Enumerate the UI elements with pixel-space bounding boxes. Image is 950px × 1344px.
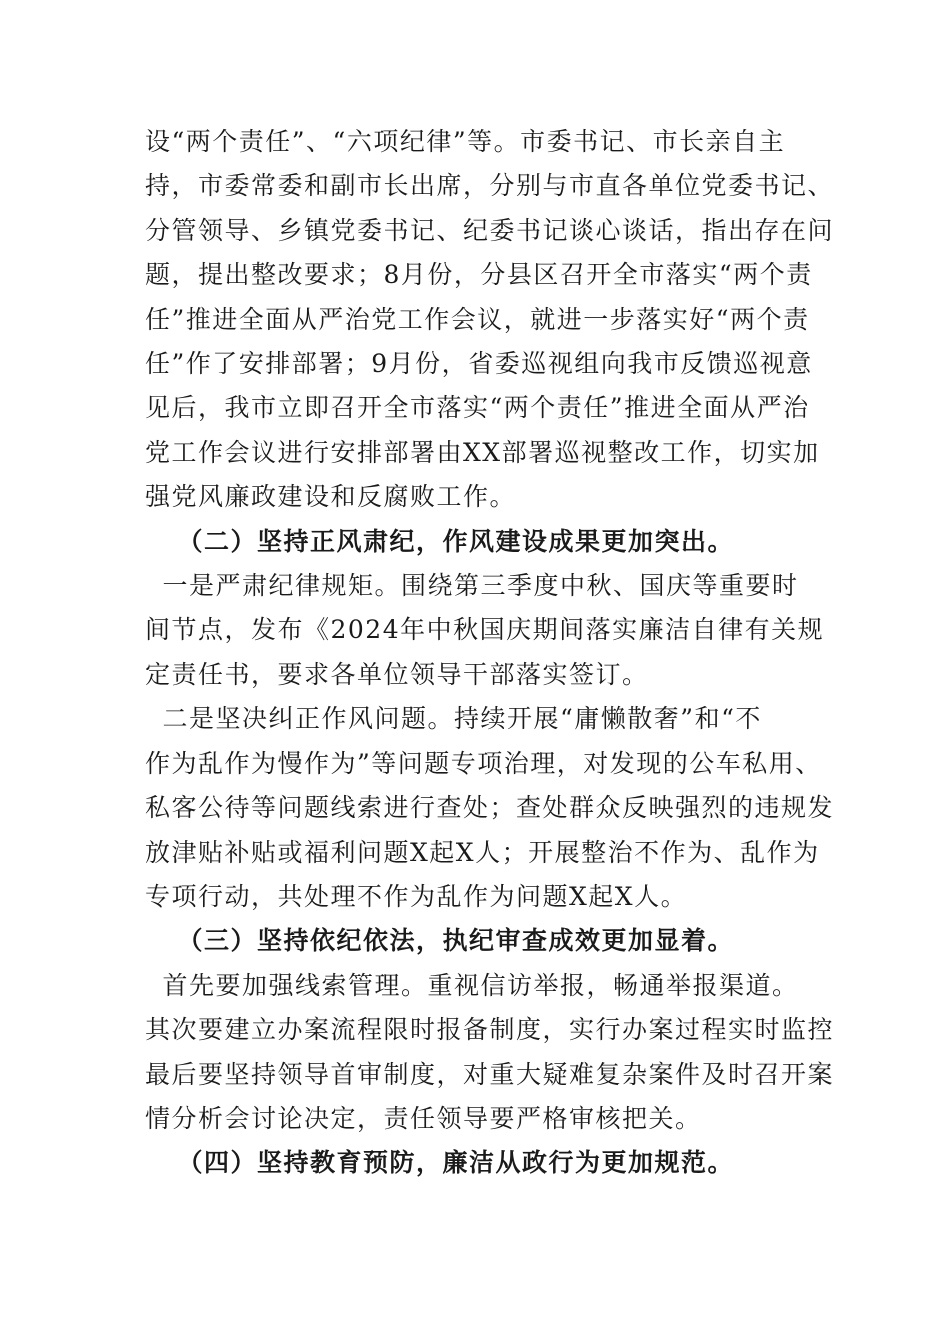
text-line: 二是坚决纠正作风问题。持续开展“庸懒散奢”和“不 (162, 704, 762, 734)
text-line: 任”作了安排部署；9月份，省委巡视组向我市反馈巡视意 (145, 349, 813, 379)
text-line: 情分析会讨论决定，责任领导要严格审核把关。 (145, 1103, 702, 1133)
text-line: 设“两个责任”、“六项纪律”等。市委书记、市长亲自主 (145, 127, 786, 156)
text-line: 一是严肃纪律规矩。围绕第三季度中秋、国庆等重要时 (162, 571, 799, 601)
text-line: 其次要建立办案流程限时报备制度，实行办案过程实时监控 (145, 1015, 835, 1045)
text-line: 最后要坚持领导首审制度，对重大疑难复杂案件及时召开案 (145, 1059, 835, 1089)
document-body (145, 120, 835, 1186)
text-line: 分管领导、乡镇党委书记、纪委书记谈心谈话，指出存在问 (145, 215, 835, 245)
text-line: 定责任书，要求各单位领导干部落实签订。 (145, 659, 649, 689)
text-line: 任”推进全面从严治党工作会议，就进一步落实好“两个责 (145, 304, 810, 334)
text-line: 强党风廉政建设和反腐败工作。 (145, 482, 517, 512)
paragraph-work-style (145, 697, 835, 919)
text-line: 放津贴补贴或福利问题X起X人；开展整治不作为、乱作为 (145, 837, 820, 867)
text-line: 私客公待等问题线索进行查处；查处群众反映强烈的违规发 (145, 793, 835, 823)
text-line: 见后，我市立即召开全市落实“两个责任”推进全面从严治 (145, 393, 810, 423)
text-line: 首先要加强线索管理。重视信访举报，畅通举报渠道。 (162, 970, 799, 1000)
text-line: 党工作会议进行安排部署由XX部署巡视整改工作，切实加 (145, 437, 820, 467)
text-line: 专项行动，共处理不作为乱作为问题X起X人。 (145, 881, 688, 911)
text-line: 持，市委常委和副市长出席，分别与市直各单位党委书记、 (145, 171, 835, 201)
paragraph-discipline-rules (145, 564, 825, 697)
paragraph-party-responsibility (145, 120, 835, 520)
section-heading-4: （四）坚持教育预防，廉洁从政行为更加规范。 (177, 1148, 735, 1178)
text-line: 间节点，发布《2024年中秋国庆期间落实廉洁自律有关规 (145, 615, 825, 645)
section-heading-3: （三）坚持依纪依法，执纪审查成效更加显着。 (177, 926, 735, 956)
text-line: 作为乱作为慢作为”等问题专项治理，对发现的公车私用、 (145, 748, 822, 778)
paragraph-case-review (145, 964, 835, 1142)
text-line: 题，提出整改要求；8月份，分县区召开全市落实“两个责 (145, 260, 813, 290)
section-heading-2: （二）坚持正风肃纪，作风建设成果更加突出。 (177, 526, 735, 556)
